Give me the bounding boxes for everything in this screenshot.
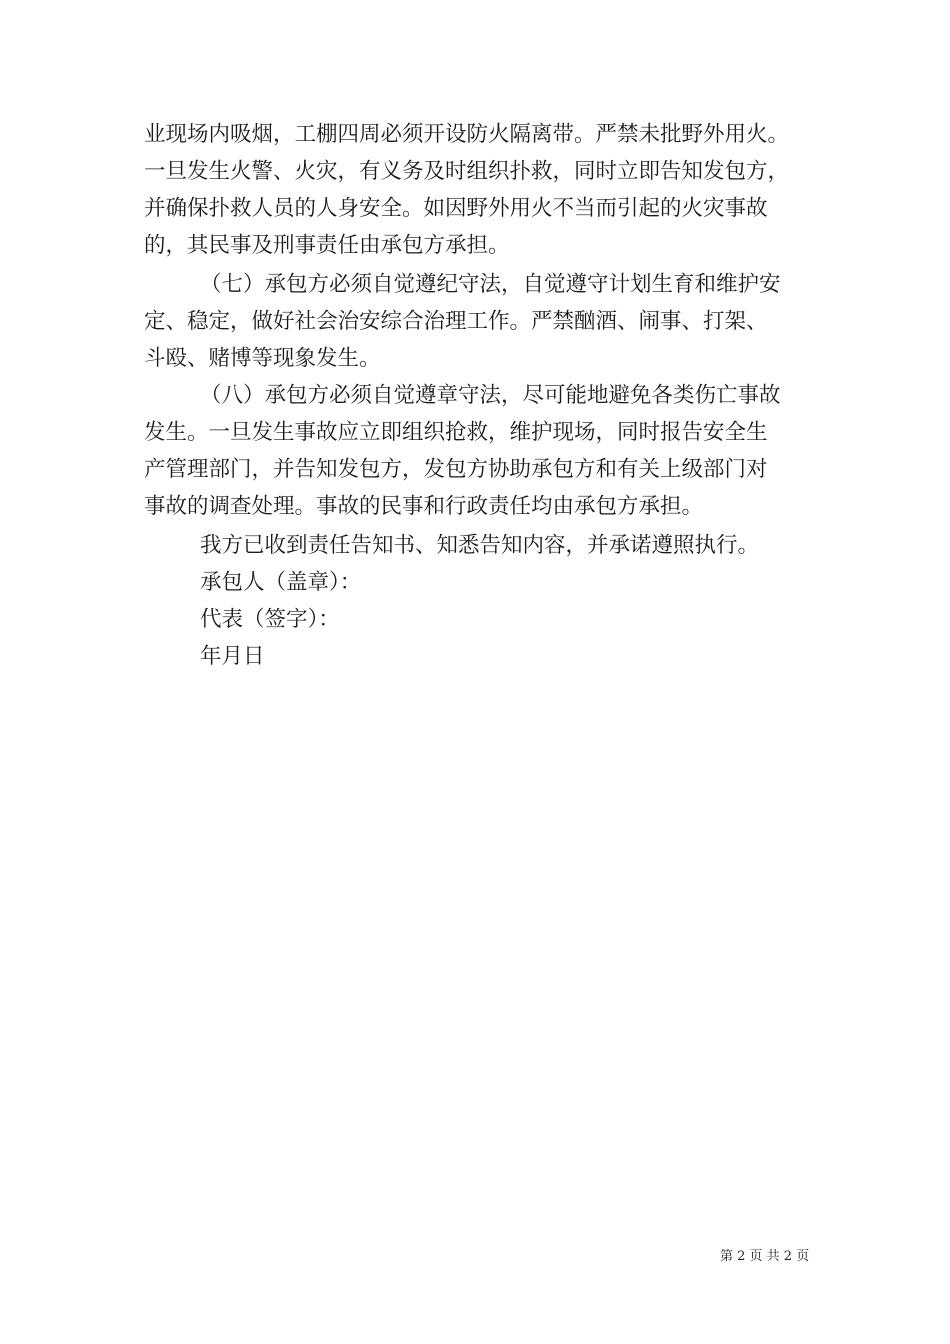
paragraph-6-line-2: 一旦发生火警、火灾，有义务及时组织扑救，同时立即告知发包方， [144,159,790,184]
paragraph-8-line-2: 发生。一旦发生事故应立即组织抢救，维护现场，同时报告安全生 [144,420,768,445]
paragraph-7-line-3: 斗殴、赌博等现象发生。 [144,346,381,371]
paragraph-6-line-1: 业现场内吸烟，工棚四周必须开设防火隔离带。严禁未批野外用火。 [144,122,790,147]
paragraph-7-line-2: 定、稳定，做好社会治安综合治理工作。严禁酗酒、闹事、打架、 [144,309,768,334]
paragraph-7-line-1: （七）承包方必须自觉遵纪守法，自觉遵守计划生育和维护安 [200,272,781,297]
paragraph-6-line-3: 并确保扑救人员的人身安全。如因野外用火不当而引起的火灾事故 [144,196,768,221]
contractor-seal-line: 承包人（盖章）： [200,570,362,595]
acknowledgement-line: 我方已收到责任告知书、知悉告知内容，并承诺遵照执行。 [200,533,760,558]
paragraph-6-line-4: 的，其民事及刑事责任由承包方承担。 [144,233,510,258]
paragraph-8-line-4: 事故的调查处理。事故的民事和行政责任均由承包方承担。 [144,494,704,519]
representative-signature-line: 代表（签字）： [200,607,340,632]
date-line: 年月日 [200,644,265,669]
page-number-footer: 第 2 页 共 2 页 [720,1249,810,1264]
paragraph-8-line-1: （八）承包方必须自觉遵章守法，尽可能地避免各类伤亡事故 [200,383,781,408]
paragraph-8-line-3: 产管理部门，并告知发包方，发包方协助承包方和有关上级部门对 [144,457,768,482]
